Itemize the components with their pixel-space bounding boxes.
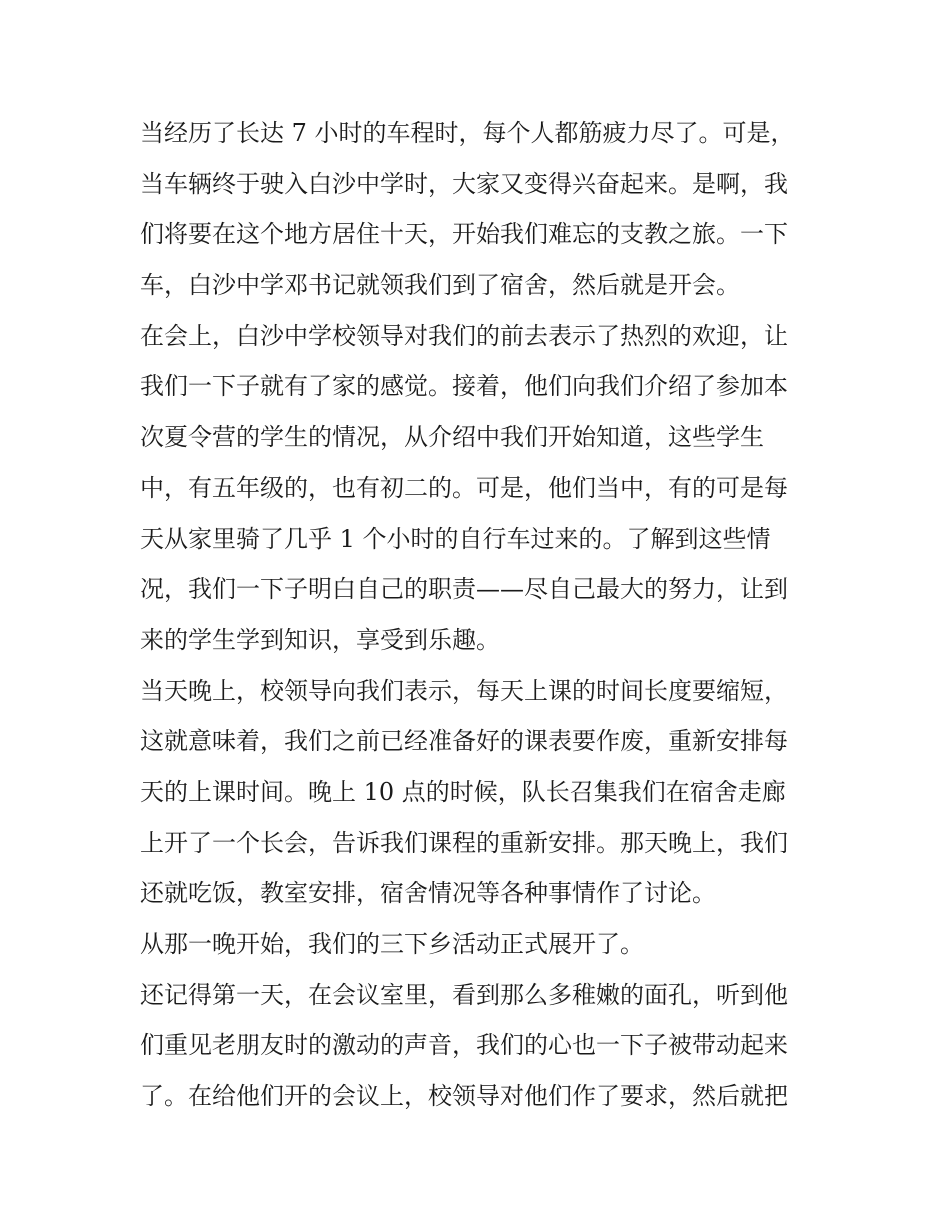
text-line: 当天晚上，校领导向我们表示，每天上课的时间长度要缩短， [140,676,788,705]
text-line: 了。在给他们开的会议上，校领导对他们作了要求，然后就把 [140,1082,788,1111]
text-line: 天从家里骑了几乎 1 个小时的自行车过来的。了解到这些情 [140,524,771,553]
text-line: 们重见老朋友时的激动的声音，我们的心也一下子被带动起来 [140,1031,788,1060]
text-line: 这就意味着，我们之前已经准备好的课表要作废，重新安排每 [140,727,788,756]
text-line: 当经历了长达 7 小时的车程时，每个人都筋疲力尽了。可是， [140,119,795,147]
text-line: 从那一晚开始，我们的三下乡活动正式展开了。 [140,930,644,958]
text-line: 况，我们一下子明白自己的职责——尽自己最大的努力，让到 [140,575,788,604]
body-text [140,108,830,1122]
text-line: 天的上课时间。晚上 10 点的时候，队长召集我们在宿舍走廊 [140,777,786,806]
text-line: 们将要在这个地方居住十天，开始我们难忘的支教之旅。一下 [140,220,788,249]
text-line: 还记得第一天，在会议室里，看到那么多稚嫩的面孔，听到他 [140,980,788,1009]
text-line: 次夏令营的学生的情况，从介绍中我们开始知道，这些学生 [140,423,764,452]
text-line: 我们一下子就有了家的感觉。接着，他们向我们介绍了参加本 [140,372,788,401]
text-line: 在会上，白沙中学校领导对我们的前去表示了热烈的欢迎，让 [140,321,788,350]
text-line: 中，有五年级的，也有初二的。可是，他们当中，有的可是每 [140,473,788,502]
text-line: 还就吃饭，教室安排，宿舍情况等各种事情作了讨论。 [140,879,716,908]
text-line: 上开了一个长会，告诉我们课程的重新安排。那天晚上，我们 [140,828,788,857]
text-line: 来的学生学到知识，享受到乐趣。 [140,625,500,654]
text-line: 当车辆终于驶入白沙中学时，大家又变得兴奋起来。是啊，我 [140,169,788,198]
text-line: 车，白沙中学邓书记就领我们到了宿舍，然后就是开会。 [140,271,740,300]
